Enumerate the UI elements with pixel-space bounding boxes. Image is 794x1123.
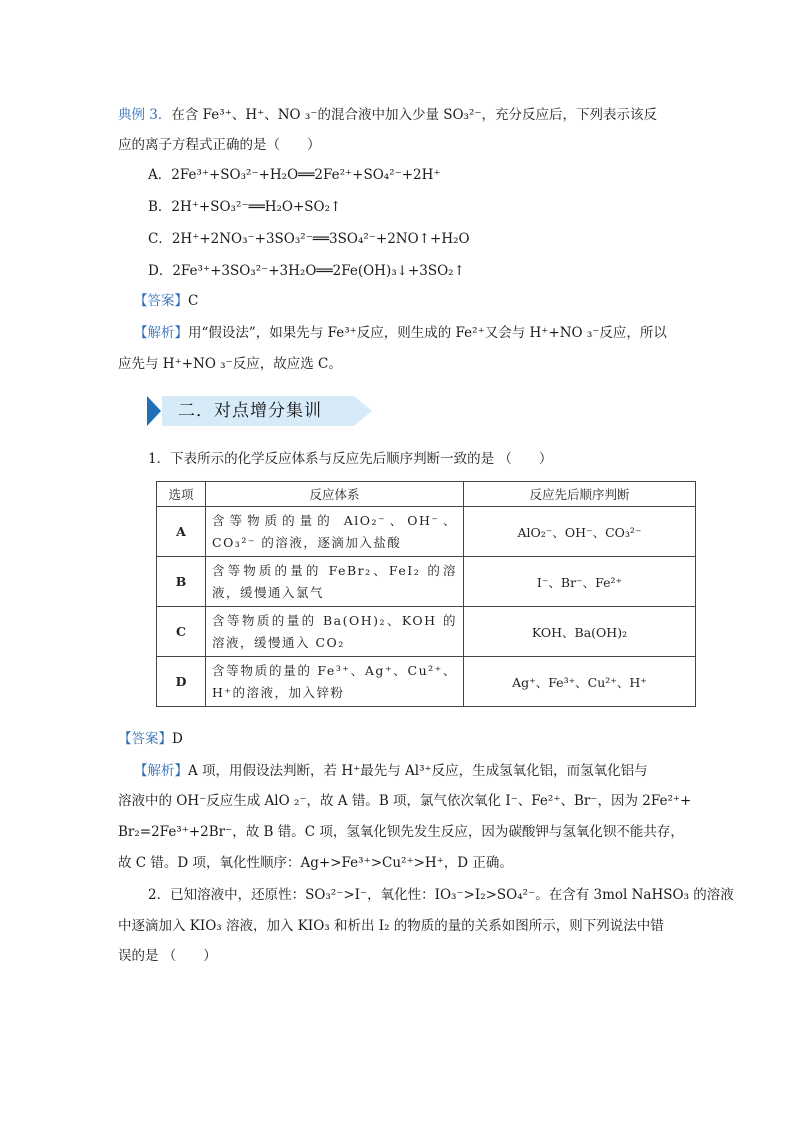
question1-analysis-line2: 溶液中的 OH⁻反应生成 AlO ₂⁻，故 A 错。B 项，氯气依次氧化 I⁻、Fe²⁺、Br⁻，因为 2Fe²⁺+ [118, 793, 692, 809]
answer-label: 【答案】 [134, 293, 188, 309]
option-c: C．2H⁺+2NO₃⁻+3SO₃²⁻══3SO₄²⁻+2NO↑+H₂O [148, 231, 470, 247]
example-question-text: 在含 Fe³⁺、H⁺、NO ₃⁻的混合液中加入少量 SO₃²⁻，充分反应后，下列表示该反 [171, 107, 658, 123]
table-cell-system: 含等物质的量的 AlO₂⁻、OH⁻、CO₃²⁻ 的溶液，逐滴加入盐酸 [206, 507, 464, 557]
example3-line1 [118, 106, 657, 124]
table-header: 反应体系 [206, 482, 464, 507]
option-d: D．2Fe³⁺+3SO₃²⁻+3H₂O══2Fe(OH)₃↓+3SO₂↑ [148, 263, 465, 279]
table-row [157, 507, 696, 557]
table-cell-option: A [157, 507, 206, 557]
answer-value: D [172, 731, 183, 747]
table-header-row [157, 482, 696, 507]
table-cell-system: 含等物质的量的 FeBr₂、FeI₂ 的溶液，缓慢通入氯气 [206, 557, 464, 607]
example3-analysis-line1 [134, 324, 667, 342]
example-label: 典例 3． [118, 107, 172, 123]
table-header: 反应先后顺序判断 [464, 482, 696, 507]
analysis-text: A 项，用假设法判断，若 H⁺最先与 Al³⁺反应，生成氢氧化铝，而氢氧化铝与 [188, 763, 648, 779]
analysis-label: 【解析】 [134, 325, 188, 341]
question1-answer [118, 730, 183, 748]
answer-value: C [188, 293, 199, 309]
section-title: 二．对点增分集训 [178, 401, 322, 421]
example3-answer [134, 292, 198, 310]
question2-line2: 中逐滴加入 KIO₃ 溶液，加入 KIO₃ 和析出 I₂ 的物质的量的关系如图所示，则下列说法中错 [118, 918, 664, 934]
answer-label: 【答案】 [118, 731, 172, 747]
section-arrow-icon [147, 396, 161, 426]
table-cell-system: 含等物质的量的 Ba(OH)₂、KOH 的溶液，缓慢通入 CO₂ [206, 607, 464, 657]
table-cell-order: KOH、Ba(OH)₂ [464, 607, 696, 657]
table-cell-order: I⁻、Br⁻、Fe²⁺ [464, 557, 696, 607]
reaction-table [156, 481, 696, 707]
table-cell-order: AlO₂⁻、OH⁻、CO₃²⁻ [464, 507, 696, 557]
example3-analysis-line2: 应先与 H⁺+NO ₃⁻反应，故应选 C。 [118, 356, 342, 372]
table-cell-option: D [157, 657, 206, 707]
question1-analysis-line4: 故 C 错。D 项，氧化性顺序：Ag+>Fe³⁺>Cu²⁺>H⁺，D 正确。 [118, 855, 513, 871]
table-row [157, 657, 696, 707]
table-cell-order: Ag⁺、Fe³⁺、Cu²⁺、H⁺ [464, 657, 696, 707]
option-b: B．2H⁺+SO₃²⁻══H₂O+SO₂↑ [148, 199, 342, 215]
option-a: A．2Fe³⁺+SO₃²⁻+H₂O══2Fe²⁺+SO₄²⁻+2H⁺ [148, 167, 441, 183]
question2-line1: 2．已知溶液中，还原性：SO₃²⁻>I⁻，氧化性：IO₃⁻>I₂>SO₄²⁻。在含有 3mol NaHSO₃ 的溶液 [148, 887, 734, 903]
analysis-text: 用“假设法”，如果先与 Fe³⁺反应，则生成的 Fe²⁺又会与 H⁺+NO ₃⁻反应，所以 [188, 325, 667, 341]
table-cell-system: 含等物质的量的 Fe³⁺、Ag⁺、Cu²⁺、H⁺的溶液，加入锌粉 [206, 657, 464, 707]
question1-analysis-line3: Br₂=2Fe³⁺+2Br⁻，故 B 错。C 项，氢氧化钡先发生反应，因为碳酸钾与氢氧化钡不能共存， [118, 824, 684, 840]
table-row [157, 607, 696, 657]
table-cell-option: C [157, 607, 206, 657]
question1-analysis-line1 [134, 762, 648, 780]
question2-line3: 误的是 （ ） [118, 948, 217, 964]
table-header: 选项 [157, 482, 206, 507]
analysis-label: 【解析】 [134, 763, 188, 779]
table-row [157, 557, 696, 607]
table-cell-option: B [157, 557, 206, 607]
example3-line2: 应的离子方程式正确的是（ ） [118, 137, 321, 153]
question1-text: 1．下表所示的化学反应体系与反应先后顺序判断一致的是 （ ） [148, 451, 553, 467]
